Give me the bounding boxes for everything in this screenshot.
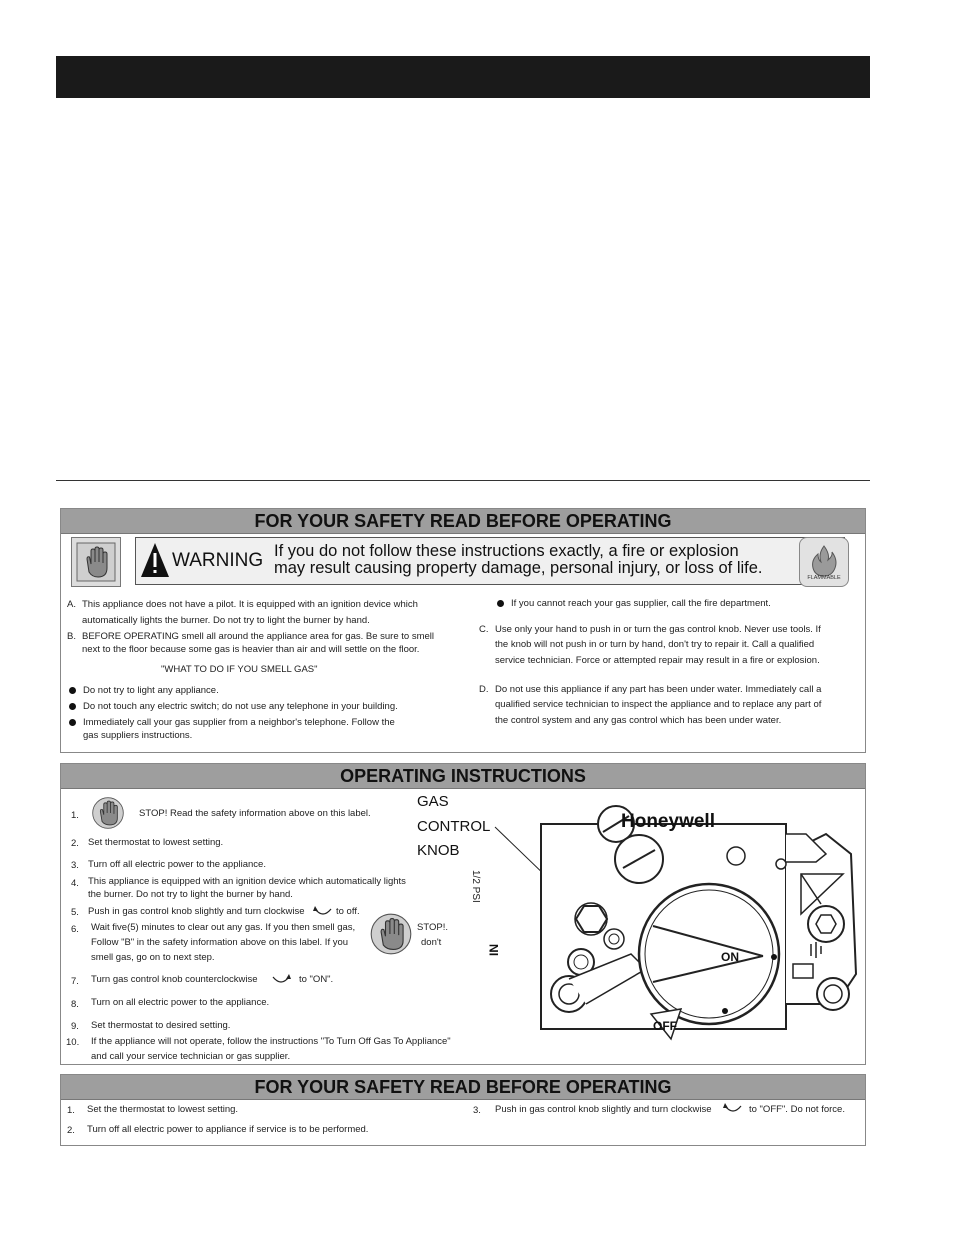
operating-panel-title: OPERATING INSTRUCTIONS bbox=[61, 764, 865, 789]
off-label: OFF bbox=[653, 1019, 677, 1033]
step-item: STOP! Read the safety information above on this label. bbox=[139, 808, 371, 819]
safety-panel-title: FOR YOUR SAFETY READ BEFORE OPERATING bbox=[61, 509, 865, 534]
step-item: Turn off all electric power to the appliance. bbox=[88, 859, 266, 870]
diagram-label-gas: GAS bbox=[417, 793, 449, 810]
inlet-label: IN bbox=[487, 944, 501, 956]
shutdown-panel: FOR YOUR SAFETY READ BEFORE OPERATING 1. Set the thermostat to lowest setting. 2. Turn off all electric power to appliance if service is to be performed. 3. Push in gas control knob slightly and turn clockwise to "OFF". Do not force. bbox=[60, 1074, 866, 1146]
instruction-d: Do not use this appliance if any part has been under water. Immediately call a bbox=[495, 684, 822, 695]
instruction-c: Use only your hand to push in or turn the gas control knob. Never use tools. If bbox=[495, 624, 821, 635]
header-bar bbox=[56, 56, 870, 98]
bullet-item: Do not touch any electric switch; do not use any telephone in your building. bbox=[83, 701, 398, 712]
step-item: Turn gas control knob counterclockwise bbox=[91, 974, 258, 985]
brand-logo: Honeywell bbox=[621, 811, 715, 832]
step-item: Wait five(5) minutes to clear out any gas. If you then smell gas, bbox=[91, 922, 356, 933]
warning-word: WARNING bbox=[172, 550, 264, 571]
bullet-item: Immediately call your gas supplier from a neighbor's telephone. Follow the bbox=[83, 717, 395, 728]
flammable-icon: FLAMMABLE bbox=[799, 537, 849, 587]
warning-banner bbox=[135, 537, 845, 585]
horizontal-rule bbox=[56, 480, 870, 481]
step-item: This appliance is equipped with an ignition device which automatically lights bbox=[88, 876, 406, 887]
warning-triangle-icon bbox=[140, 542, 170, 578]
on-label: ON bbox=[721, 950, 739, 964]
stop-hand-icon bbox=[71, 537, 121, 587]
step-item: Set thermostat to lowest setting. bbox=[88, 837, 224, 848]
smell-gas-heading: "WHAT TO DO IF YOU SMELL GAS" bbox=[161, 664, 318, 675]
warning-text: If you do not follow these instructions exactly, a fire or explosion may result causing property damage, personal injury, or loss of life. bbox=[274, 542, 763, 577]
stop-hand-icon bbox=[369, 912, 413, 956]
step-item: Set the thermostat to lowest setting. bbox=[87, 1104, 239, 1115]
step-item: Push in gas control knob slightly and turn clockwise bbox=[495, 1104, 712, 1115]
bullet-item: Do not try to light any appliance. bbox=[83, 685, 219, 696]
diagram-label-knob: KNOB bbox=[417, 842, 460, 859]
clockwise-arrow-icon bbox=[313, 906, 333, 918]
diagram-label-control: CONTROL bbox=[417, 818, 491, 835]
step-item: Push in gas control knob slightly and turn clockwise bbox=[88, 906, 305, 917]
bullet-item: If you cannot reach your gas supplier, call the fire department. bbox=[511, 598, 771, 609]
stop-hand-icon bbox=[91, 796, 125, 830]
instruction-a: This appliance does not have a pilot. It is equipped with an ignition device which bbox=[82, 599, 418, 610]
step-item: Set thermostat to desired setting. bbox=[91, 1020, 231, 1031]
step-item: If the appliance will not operate, follow the instructions "To Turn Off Gas To Appliance" bbox=[91, 1036, 451, 1047]
counterclockwise-arrow-icon bbox=[271, 974, 291, 986]
clockwise-arrow-icon bbox=[723, 1103, 743, 1115]
psi-label: 1/2 PSI bbox=[470, 870, 481, 903]
safety-panel: FOR YOUR SAFETY READ BEFORE OPERATING WARNING If you do not follow these instructions exactly, a fire or explosion may result causing property damage, personal injury, or loss of life. FLAMMABLE A. This appliance does not have a pilot. It is equipped with an ignition device which automatically lights the burner. Do not try to light the burner by hand. B. BEFORE OPERATING smell all around the appliance area for gas. Be sure to smell next to the floor because some gas is heavier than air and will settle on the floor. "WHAT TO DO IF YOU SMELL GAS" Do not try to light any appliance. Do not touch any electric switch; do not use any telephone in your building. Immediately call your gas supplier from a neighbor's telephone. Follow the gas suppliers instructions. If you cannot reach your gas supplier, call the fire department. C. Use only your hand to push in or turn the gas control knob. Never use tools. If the knob will not push in or turn by hand, don't try to repair it. Call a qualified service technician. Force or attempted repair may result in a fire or explosion. D. Do not use this appliance if any part has been under water. Immediately call a qualified service technician to inspect the appliance and to replace any part of the control system and any gas control which has been under water. bbox=[60, 508, 866, 753]
shutdown-panel-title: FOR YOUR SAFETY READ BEFORE OPERATING bbox=[61, 1075, 865, 1100]
operating-panel: OPERATING INSTRUCTIONS 1. STOP! Read the safety information above on this label. 2. Set thermostat to lowest setting. 3. Turn off all electric power to the appliance. 4. This appliance is equipped with an ignition device which automatically lights the burner. Do not try to light the burner by hand. 5. Push in gas control knob slightly and turn clockwise to off. 6. Wait five(5) minutes to clear out any gas. If you then smell gas, Follow "B" in the safety information above on this label. If you smell gas, go on to next step. STOP!. don't 7. Turn gas control knob counterclockwise to "ON". 8. Turn on all electric power to the appliance. 9. Set thermostat to desired setting. 10. If the appliance will not operate, follow the instructions "To Turn Off Gas To Appliance" and call your service technician or gas supplier. GAS CONTROL KNOB Honeywell 1/2 PSI IN ON OFF bbox=[60, 763, 866, 1065]
instruction-b: BEFORE OPERATING smell all around the appliance area for gas. Be sure to smell bbox=[82, 631, 435, 642]
step-item: Turn on all electric power to the appliance. bbox=[91, 997, 270, 1008]
step-item: Turn off all electric power to appliance if service is to be performed. bbox=[87, 1124, 369, 1135]
